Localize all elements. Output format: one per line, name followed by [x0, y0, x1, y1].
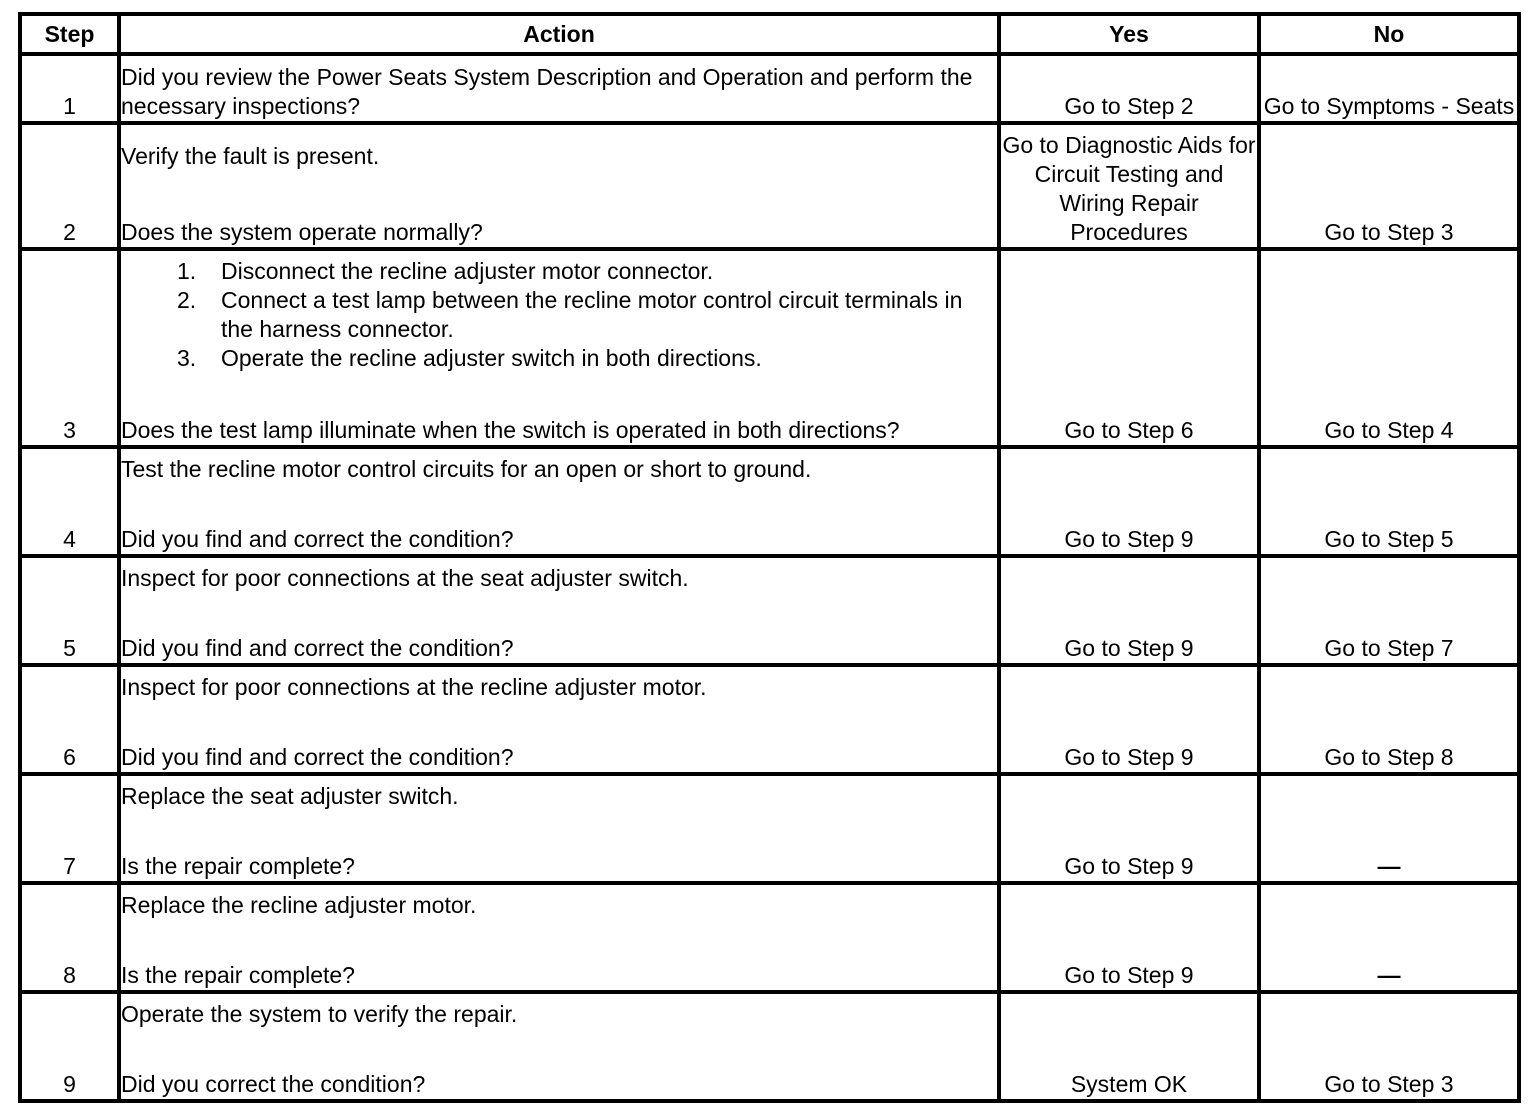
action-step-item: [177, 257, 997, 286]
action-step-number: 1.: [177, 258, 197, 284]
no-result-dash: —: [1377, 962, 1401, 988]
step-number: 5: [20, 556, 119, 665]
action-cell: [119, 992, 999, 1101]
no-result: Go to Step 8: [1259, 665, 1519, 774]
yes-result: System OK: [999, 992, 1259, 1101]
action-cell: [119, 447, 999, 556]
yes-result: Go to Step 2: [999, 54, 1259, 123]
no-result: Go to Step 3: [1259, 123, 1519, 249]
table-row: [20, 774, 1519, 883]
action-step-number: 2.: [177, 287, 197, 313]
action-question: Did you correct the condition?: [121, 1071, 426, 1097]
action-question: Does the test lamp illuminate when the switch is operated in both directions?: [121, 417, 900, 443]
action-cell: [119, 883, 999, 992]
step-number: 9: [20, 992, 119, 1101]
action-text: Replace the seat adjuster switch.: [121, 783, 459, 809]
action-cell: [119, 774, 999, 883]
action-question: Did you find and correct the condition?: [121, 526, 514, 552]
no-result: [1259, 883, 1519, 992]
action-cell: [119, 123, 999, 249]
no-result: Go to Step 7: [1259, 556, 1519, 665]
action-cell: [119, 54, 999, 123]
step-number: 1: [20, 54, 119, 123]
action-text: Did you review the Power Seats System Description and Operation and perform the necessary inspections?: [121, 64, 973, 119]
no-result: [1259, 774, 1519, 883]
table-row: [20, 447, 1519, 556]
table-row: [20, 556, 1519, 665]
action-step-text: Connect a test lamp between the recline motor control circuit terminals in the harness connector.: [221, 287, 963, 342]
action-question: Is the repair complete?: [121, 853, 355, 879]
no-result: Go to Symptoms - Seats: [1259, 54, 1519, 123]
action-text: Inspect for poor connections at the seat adjuster switch.: [121, 565, 689, 591]
yes-result: Go to Step 9: [999, 774, 1259, 883]
header-step: Step: [20, 14, 119, 54]
action-text: Operate the system to verify the repair.: [121, 1001, 518, 1027]
action-question: Does the system operate normally?: [121, 219, 483, 245]
yes-result: Go to Step 9: [999, 447, 1259, 556]
action-cell: [119, 665, 999, 774]
yes-result: Go to Step 6: [999, 249, 1259, 447]
action-text: Inspect for poor connections at the recline adjuster motor.: [121, 674, 707, 700]
action-question: Is the repair complete?: [121, 962, 355, 988]
diagnostic-table: [18, 12, 1521, 1103]
action-text: Replace the recline adjuster motor.: [121, 892, 477, 918]
table-row: [20, 883, 1519, 992]
action-cell: [119, 249, 999, 447]
action-step-text: Disconnect the recline adjuster motor connector.: [221, 258, 714, 284]
table-row: [20, 249, 1519, 447]
no-result-dash: —: [1377, 853, 1401, 879]
action-step-item: [177, 286, 997, 344]
table-row: [20, 54, 1519, 123]
step-number: 2: [20, 123, 119, 249]
yes-result: Go to Step 9: [999, 883, 1259, 992]
header-yes: Yes: [999, 14, 1259, 54]
action-step-number: 3.: [177, 345, 197, 371]
yes-result: Go to Step 9: [999, 665, 1259, 774]
action-text: Verify the fault is present.: [121, 143, 380, 169]
no-result: Go to Step 5: [1259, 447, 1519, 556]
action-question: Did you find and correct the condition?: [121, 744, 514, 770]
action-step-text: Operate the recline adjuster switch in both directions.: [221, 345, 762, 371]
step-number: 7: [20, 774, 119, 883]
step-number: 6: [20, 665, 119, 774]
action-step-item: [177, 344, 997, 373]
diagnostic-table-container: [18, 12, 1520, 1103]
no-result: Go to Step 3: [1259, 992, 1519, 1101]
header-no: No: [1259, 14, 1519, 54]
yes-result: Go to Step 9: [999, 556, 1259, 665]
step-number: 8: [20, 883, 119, 992]
action-cell: [119, 556, 999, 665]
table-row: [20, 665, 1519, 774]
step-number: 4: [20, 447, 119, 556]
action-text: Test the recline motor control circuits for an open or short to ground.: [121, 456, 812, 482]
step-number: 3: [20, 249, 119, 447]
action-question: Did you find and correct the condition?: [121, 635, 514, 661]
table-row: [20, 992, 1519, 1101]
action-step-list: [121, 257, 997, 373]
no-result: Go to Step 4: [1259, 249, 1519, 447]
yes-result: Go to Diagnostic Aids for Circuit Testing and Wiring Repair Procedures: [999, 123, 1259, 249]
table-row: [20, 123, 1519, 249]
header-action: Action: [119, 14, 999, 54]
table-header-row: [20, 14, 1519, 54]
